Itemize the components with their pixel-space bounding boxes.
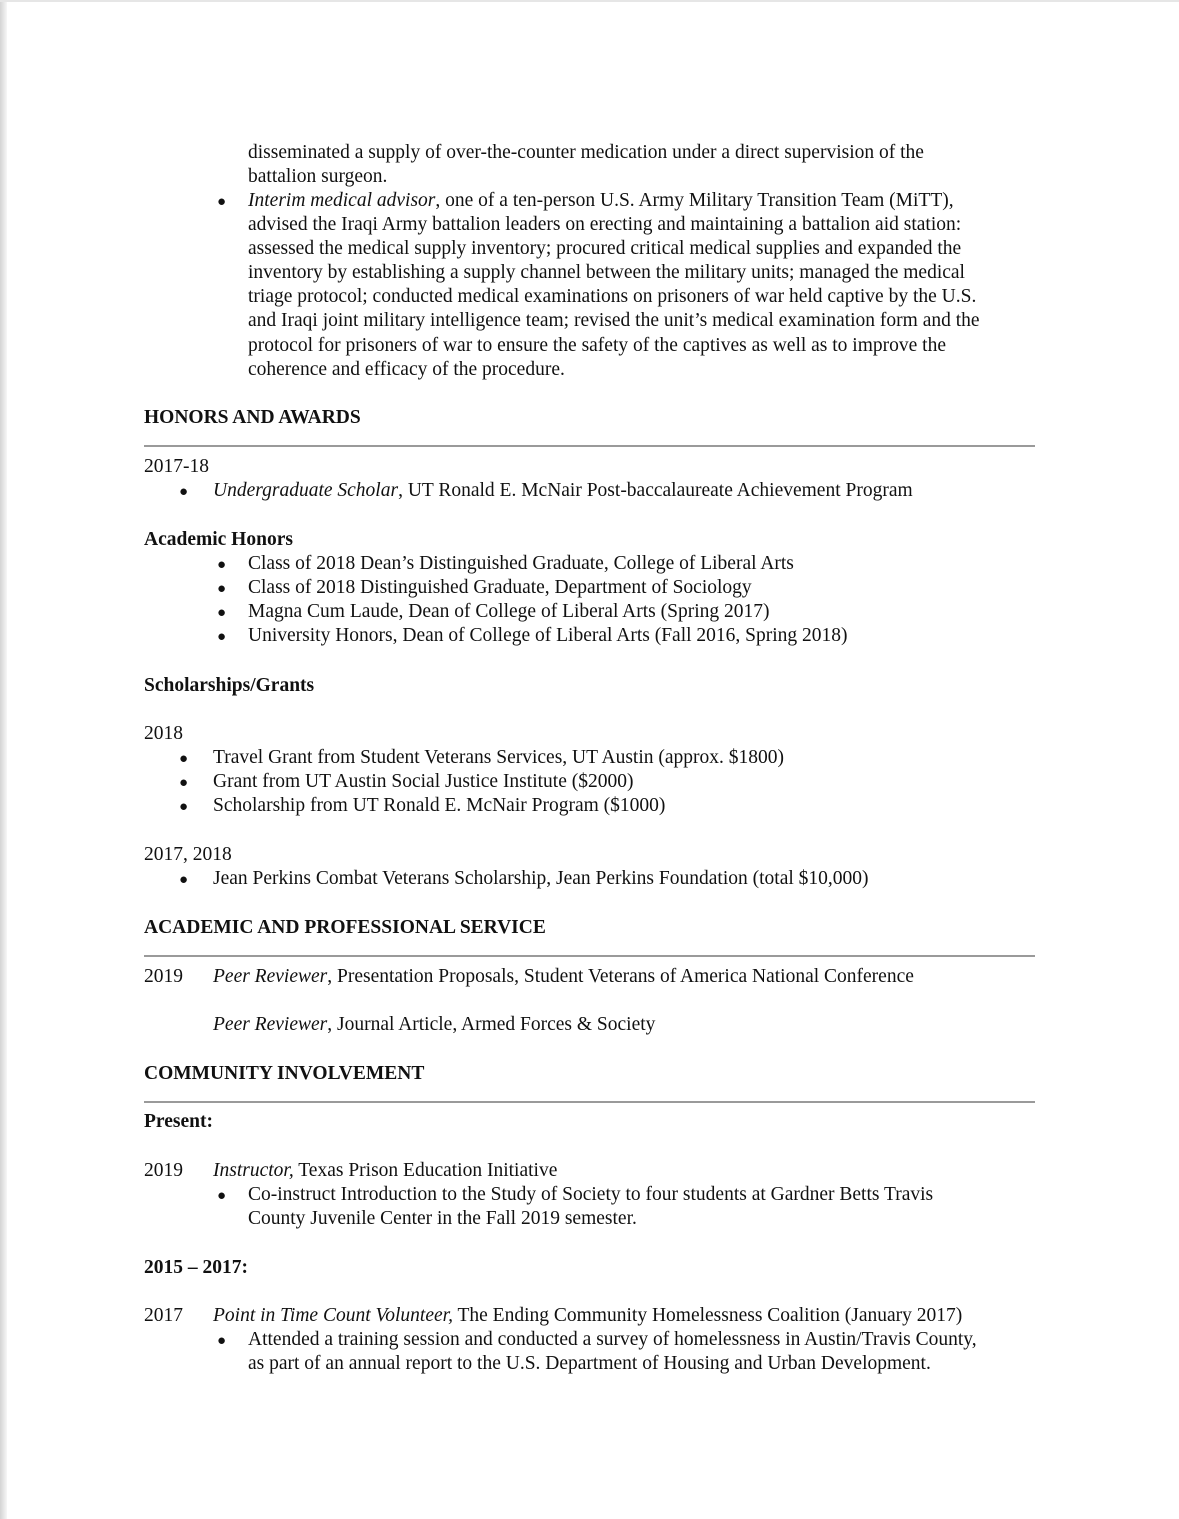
service-heading: ACADEMIC AND PROFESSIONAL SERVICE [144, 917, 546, 938]
community-entry-b [213, 1304, 962, 1328]
honors-divider [144, 445, 1035, 447]
scholar-rest: , UT Ronald E. McNair Post-baccalaureate Achievement Program [398, 480, 913, 501]
honors-year: 2017-18 [144, 456, 209, 477]
community-heading: COMMUNITY INVOLVEMENT [144, 1063, 425, 1084]
grant-item: Grant from UT Austin Social Justice Institute ($2000) [213, 771, 634, 792]
service-year: 2019 [144, 966, 183, 987]
community-role-b: Point in Time Count Volunteer, [213, 1305, 453, 1326]
advisor-line-1: advised the Iraqi Army battalion leaders on erecting and maintaining a battalion aid station: [248, 214, 962, 235]
advisor-first-text: , one of a ten-person U.S. Army Military Transition Team (MiTT), [435, 190, 954, 211]
service-entry-1 [213, 965, 914, 989]
scholarships-heading: Scholarships/Grants [144, 675, 315, 696]
advisor-line-5: and Iraqi joint military intelligence team; revised the unit’s medical examination form and the [248, 310, 980, 331]
community-org-a: Texas Prison Education Initiative [293, 1160, 558, 1181]
range-heading: 2015 – 2017: [144, 1257, 248, 1278]
bullet-icon: ● [217, 1188, 227, 1204]
bullet-icon: ● [179, 799, 189, 815]
advisor-role: Interim medical advisor [248, 190, 436, 211]
military-cont-line-1: disseminated a supply of over-the-counter medication under a direct supervision of the [248, 142, 924, 163]
academic-honor-item: Class of 2018 Distinguished Graduate, Department of Sociology [248, 577, 752, 598]
grant-item: Jean Perkins Combat Veterans Scholarship, Jean Perkins Foundation (total $10,000) [213, 868, 869, 889]
academic-honors-heading: Academic Honors [144, 529, 293, 550]
military-cont-line-2: battalion surgeon. [248, 166, 388, 187]
advisor-line-4: triage protocol; conducted medical examinations on prisoners of war held captive by the U.S. [248, 286, 977, 307]
present-heading: Present: [144, 1111, 213, 1132]
community-a-line-1: Co-instruct Introduction to the Study of Society to four students at Gardner Betts Travis [248, 1184, 934, 1205]
academic-honor-item: Class of 2018 Dean’s Distinguished Graduate, College of Liberal Arts [248, 553, 794, 574]
advisor-line-3: inventory by establishing a supply channel between the military units; managed the medical [248, 262, 965, 283]
service-entry-2 [213, 1013, 655, 1037]
service-rest-2: , Journal Article, Armed Forces & Society [327, 1014, 656, 1035]
advisor-line-2: assessed the medical supply inventory; procured critical medical supplies and expanded the [248, 238, 962, 259]
advisor-line-7: coherence and efficacy of the procedure. [248, 359, 565, 380]
advisor-entry-first-line [248, 189, 954, 213]
community-b-line-1: Attended a training session and conducted a survey of homelessness in Austin/Travis County, [248, 1329, 977, 1350]
service-rest-1: , Presentation Proposals, Student Veterans of America National Conference [327, 966, 914, 987]
bullet-icon: ● [217, 557, 227, 573]
bullet-icon: ● [217, 1333, 227, 1349]
grant-item: Travel Grant from Student Veterans Services, UT Austin (approx. $1800) [213, 747, 785, 768]
scholarship-year-2017-2018: 2017, 2018 [144, 844, 232, 865]
bullet-icon: ● [217, 194, 227, 210]
community-b-line-2: as part of an annual report to the U.S. Department of Housing and Urban Development. [248, 1353, 931, 1374]
scholar-entry [213, 479, 913, 503]
community-org-b: The Ending Community Homelessness Coalition (January 2017) [452, 1305, 963, 1326]
community-entry-a [213, 1159, 557, 1183]
service-divider [144, 955, 1035, 957]
bullet-icon: ● [179, 751, 189, 767]
community-a-line-2: County Juvenile Center in the Fall 2019 semester. [248, 1208, 637, 1229]
bullet-icon: ● [217, 581, 227, 597]
bullet-icon: ● [179, 872, 189, 888]
community-role-a: Instructor, [213, 1160, 294, 1181]
academic-honor-item: University Honors, Dean of College of Liberal Arts (Fall 2016, Spring 2018) [248, 625, 848, 646]
academic-honor-item: Magna Cum Laude, Dean of College of Liberal Arts (Spring 2017) [248, 601, 770, 622]
community-divider [144, 1101, 1035, 1103]
community-year-a: 2019 [144, 1160, 183, 1181]
bullet-icon: ● [179, 484, 189, 500]
bullet-icon: ● [179, 775, 189, 791]
honors-heading: HONORS AND AWARDS [144, 407, 361, 428]
bullet-icon: ● [217, 605, 227, 621]
scholarship-year-2018: 2018 [144, 723, 183, 744]
grant-item: Scholarship from UT Ronald E. McNair Program ($1000) [213, 795, 666, 816]
scholar-title: Undergraduate Scholar [213, 480, 399, 501]
advisor-line-6: protocol for prisoners of war to ensure the safety of the captives as well as to improve the [248, 335, 946, 356]
community-year-b: 2017 [144, 1305, 183, 1326]
bullet-icon: ● [217, 629, 227, 645]
service-role-2: Peer Reviewer [213, 1014, 328, 1035]
service-role-1: Peer Reviewer [213, 966, 328, 987]
